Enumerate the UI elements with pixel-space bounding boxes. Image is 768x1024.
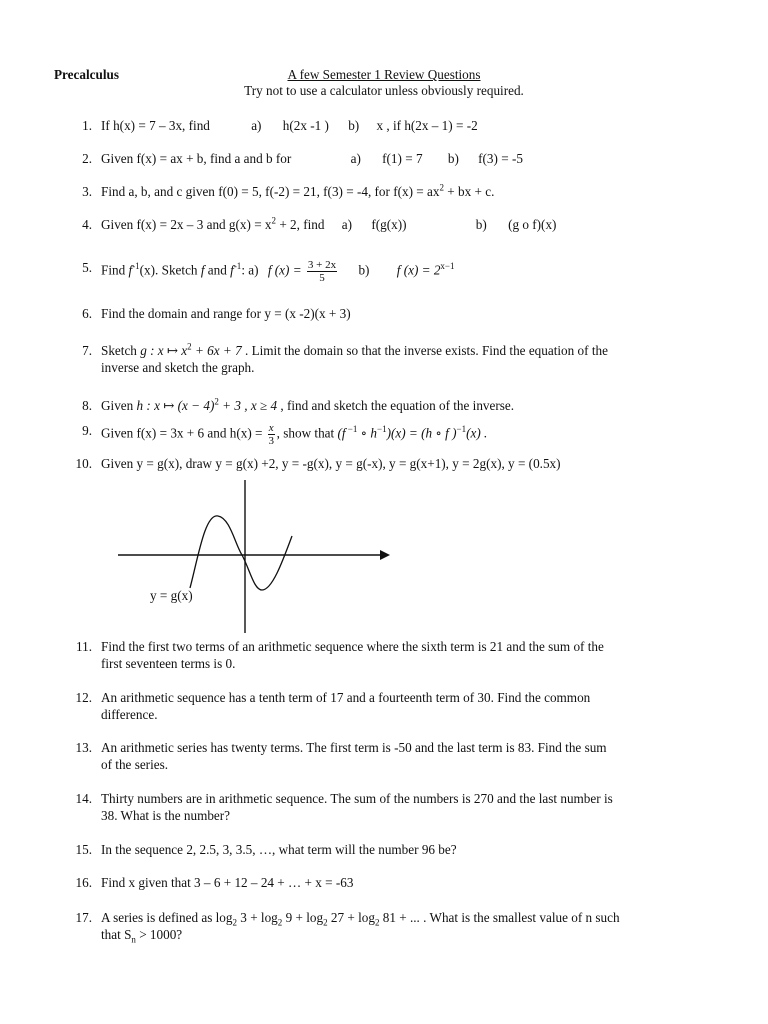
- part-b-text: x , if h(2x – 1) = -2: [376, 118, 478, 133]
- question-8: 8. Given h : x ↦ $(x - 4)^2 + 3$ , x ≥ 4 , find and sketch the equation of the inverse.: [54, 397, 714, 414]
- exponent: 2: [439, 182, 444, 193]
- question-14: 14. Thirty numbers are in arithmetic sequence. The sum of the numbers is 270 and the last number is 38. What is the number?: [54, 790, 714, 824]
- question-10: [54, 455, 714, 472]
- question-15: [54, 841, 714, 858]
- question-number: 13.: [75, 740, 92, 755]
- part-a-text: f(1) = 7: [382, 151, 423, 166]
- question-number: 16.: [75, 875, 92, 890]
- question-number: 7.: [82, 343, 92, 358]
- question-number: 2.: [82, 151, 92, 166]
- part-a-text: f(g(x)): [371, 217, 407, 232]
- function-graph: [110, 478, 400, 638]
- question-4: 4. Given f(x) = 2x – 3 and $g(x) = x^2 + 2$, find a) f(g(x)) b) (g o f)(x): [54, 216, 714, 233]
- part-b-label: b): [358, 262, 370, 278]
- question-16: [54, 874, 714, 891]
- question-number: 12.: [75, 690, 92, 705]
- question-number: 4.: [82, 217, 92, 232]
- question-number: 6.: [82, 306, 92, 321]
- part-b-label: b): [348, 118, 360, 133]
- question-number: 11.: [76, 639, 92, 654]
- part-b-label: b): [475, 217, 487, 232]
- question-text: Find the domain and range for y = (x -2)(x + 3): [101, 306, 351, 321]
- question-number: 14.: [75, 791, 92, 806]
- worksheet-title: A few Semester 1 Review Questions: [287, 67, 481, 82]
- question-2: [54, 150, 714, 167]
- question-1: [54, 117, 714, 134]
- question-number: 10.: [75, 456, 92, 471]
- question-13: 13. An arithmetic series has twenty terms. The first term is -50 and the last term is 83. Find the sum of the series.: [54, 739, 714, 773]
- question-text: Given f(x) = 2x – 3 and g(x) = x: [101, 217, 272, 232]
- question-number: 17.: [75, 910, 92, 925]
- question-text: If h(x) = 7 – 3x, find: [101, 118, 210, 133]
- question-3: [54, 183, 714, 200]
- question-12: 12. An arithmetic sequence has a tenth term of 17 and a fourteenth term of 30. Find the common difference.: [54, 689, 714, 723]
- question-number: 3.: [82, 184, 92, 199]
- part-a-label: a): [350, 151, 361, 166]
- part-b-text: (g o f)(x): [508, 217, 557, 232]
- question-17: 17. A series is defined as $\log_2 3 + \log_2 9 + \log_2 27 + \log_2 81$ + ... . What is the smallest value of n such that $S_n > 1000$?: [54, 909, 714, 943]
- question-number: 8.: [82, 398, 92, 413]
- course-name: Precalculus: [54, 67, 119, 82]
- question-number: 9.: [82, 423, 92, 438]
- x-axis-arrow-icon: [380, 550, 390, 560]
- question-5: 5. Find $f^{-1}(x)$. Sketch f and $f^{-1}$: a) f (x) = $\frac{3 + 2x}{5}$ b) f $(x) = 2^{x-1}$: [54, 259, 714, 284]
- curve-g: [190, 516, 292, 590]
- question-number: 1.: [82, 118, 92, 133]
- part-b-text: f(3) = -5: [478, 151, 523, 166]
- part-a-text: h(2x -1 ): [282, 118, 329, 133]
- part-a-label: a): [251, 118, 262, 133]
- question-text: In the sequence 2, 2.5, 3, 3.5, …, what term will the number 96 be?: [101, 842, 457, 857]
- question-9: 9. Given f(x) = 3x + 6 and h(x) = $\frac{x}{3}$ , show that (f $^{-1}$ ∘ $h^{-1})(x) = (h$ ∘ f )$^{-1}$(x) .: [54, 422, 714, 447]
- part-b-label: b): [447, 151, 459, 166]
- question-text-end: + bx + c.: [443, 184, 495, 199]
- question-text: Given y = g(x), draw y = g(x) +2, y = -g(x), y = g(-x), y = g(x+1), y = 2g(x), y = (0.5x): [101, 456, 561, 471]
- question-11: 11. Find the first two terms of an arithmetic sequence where the sixth term is 21 and the sum of the first seventeen terms is 0.: [54, 638, 714, 672]
- part-a-label: a): [341, 217, 353, 232]
- part-a-function: f (x) =: [267, 262, 302, 278]
- worksheet-instructions: Try not to use a calculator unless obviously required.: [244, 83, 524, 98]
- question-text: Given f(x) = ax + b, find a and b for: [101, 151, 292, 166]
- question-6: [54, 305, 714, 322]
- fraction: $\frac{3 + 2x}{5}$: [307, 259, 337, 284]
- question-number: 5.: [82, 260, 92, 275]
- question-text: Find a, b, and c given f(0) = 5, f(-2) = 21, f(3) = -4, for f(x) = ax: [101, 184, 440, 199]
- part-b-function: f (x) = 2: [396, 262, 441, 278]
- graph-label: y = g(x): [150, 588, 193, 603]
- fraction: $\frac{x}{3}$: [268, 422, 274, 447]
- question-7: 7. Sketch g : x ↦ $x^2 + 6x + 7$ . Limit the domain so that the inverse exists. Find the equation of the inverse and sketch the graph.: [54, 342, 714, 376]
- exponent: 2: [271, 215, 277, 226]
- question-number: 15.: [75, 842, 92, 857]
- question-text: Find x given that 3 – 6 + 12 – 24 + … + x = -63: [101, 875, 354, 890]
